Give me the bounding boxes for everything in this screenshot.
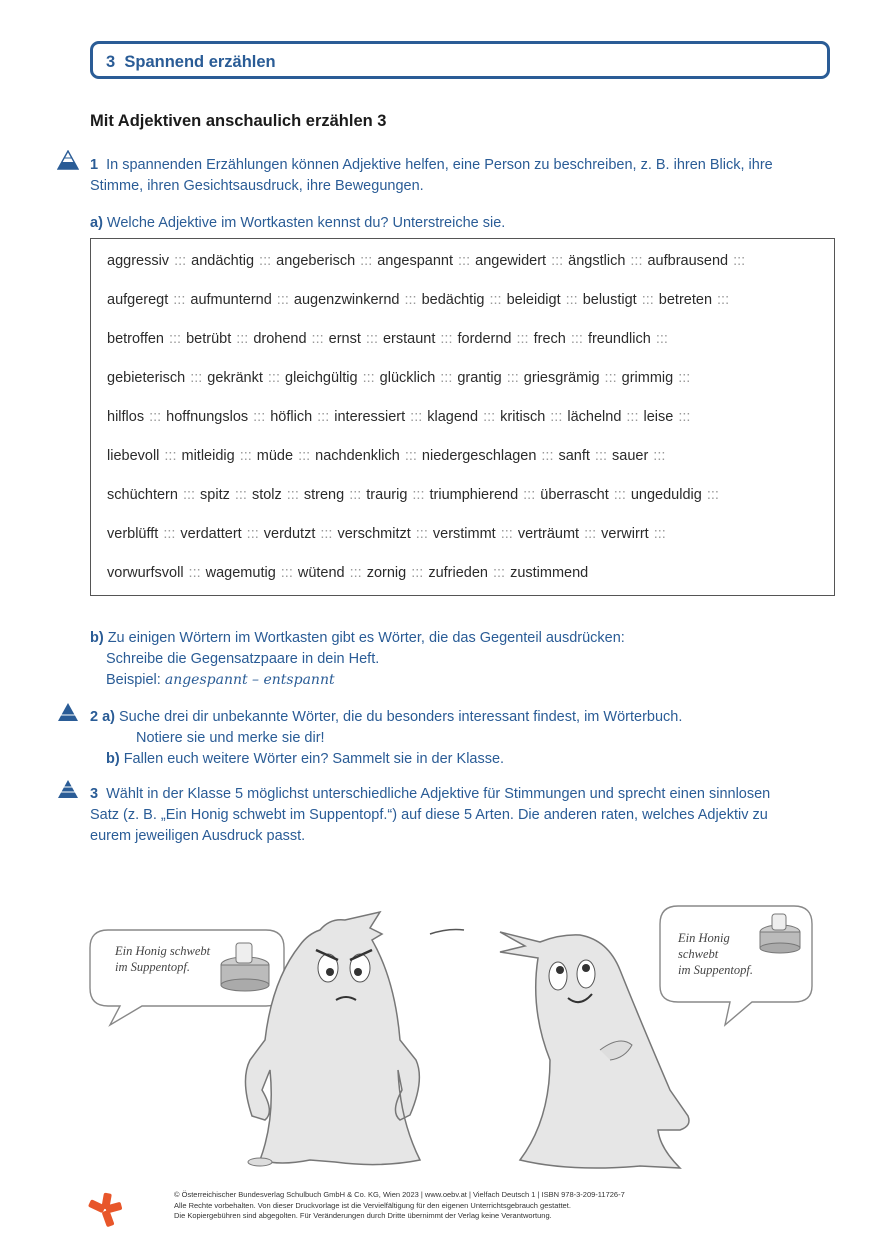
adjective-word: hilflos [107,409,145,425]
word-separator: ::: [678,370,691,386]
adjective-word: hoffnungslos [166,409,249,425]
adjective-word: wütend [297,565,345,581]
task-1b: b) Zu einigen Wörtern im Wortkasten gibt es Wörter, die das Gegenteil ausdrücken: Schreibe die Gegensatzpaare in dein Heft. Beispiel: angespannt – entspannt [90,630,625,688]
word-separator: ::: [246,526,259,542]
adjective-word: ängstlich [568,253,626,269]
adjective-word: augenzwinkernd [293,292,400,308]
word-separator: ::: [492,565,506,581]
task-3: 3 Wählt in der Klasse 5 möglichst unterschiedliche Adjektive für Stimmungen und sprecht einen sinnlosen Satz (z. B. „Ein Honig schwebt im Suppentopf.“) auf diese 5 Arten. Die anderen raten, welches Adjektiv zu eurem jeweiligen Ausdruck passt. [90,786,771,844]
adjective-word: sanft [558,448,590,464]
word-separator: ::: [706,487,719,503]
speech-bubble-left [90,930,284,1025]
word-separator: ::: [523,487,536,503]
word-separator: ::: [458,253,471,269]
adjective-word: verstimmt [432,526,496,542]
adjective-word: aufmunternd [190,292,272,308]
word-separator: ::: [613,487,626,503]
word-separator: ::: [483,409,496,425]
word-separator: ::: [311,331,324,347]
task-1a: a) Welche Adjektive im Wortkasten kennst du? Unterstreiche sie. [90,215,506,231]
word-separator: ::: [655,331,668,347]
word-separator: ::: [500,526,513,542]
word-line [107,253,750,269]
bubble-right-line1: Ein Honig [678,931,730,945]
difficulty-level-3-icon [57,779,79,799]
word-separator: ::: [551,253,564,269]
word-line [107,448,670,464]
adjective-word: drohend [253,331,307,347]
speech-bubble-right [660,906,812,1025]
word-line [107,370,695,386]
adjective-word: aufgeregt [107,292,169,308]
word-separator: ::: [280,565,293,581]
adjective-word: lächelnd [567,409,622,425]
word-separator: ::: [349,565,362,581]
adjective-word: zufrieden [428,565,488,581]
adjective-word: grimmig [621,370,674,386]
word-separator: ::: [630,253,643,269]
adjective-word: betroffen [107,331,164,347]
adjective-word: höflich [270,409,313,425]
task-1-intro: 1 In spannenden Erzählungen können Adjektive helfen, eine Person zu beschreiben, z. B. ihren Blick, ihre Stimme, ihren Gesichtsausdruck, ihre Bewegungen. [90,157,773,194]
adjective-word: angewidert [475,253,547,269]
word-separator: ::: [594,448,608,464]
word-separator: ::: [173,292,186,308]
adjective-word: betreten [658,292,713,308]
adjective-word: verblüfft [107,526,159,542]
adjective-word: verdutzt [263,526,316,542]
adjective-word: verschmitzt [337,526,411,542]
word-separator: ::: [604,370,617,386]
bubble-left-line2: im Suppentopf. [115,960,190,974]
adjective-word: sauer [612,448,649,464]
word-separator: ::: [320,526,333,542]
adjective-word: gleichgültig [285,370,358,386]
adjective-word: triumphierend [429,487,519,503]
word-separator: ::: [565,292,578,308]
adjective-word: gebieterisch [107,370,186,386]
word-line [107,526,671,542]
adjective-word: leise [643,409,674,425]
publisher-logo-icon [86,1191,124,1229]
adjective-word: ernst [328,331,361,347]
adjective-word: kritisch [500,409,546,425]
word-separator: ::: [276,292,289,308]
word-separator: ::: [410,409,423,425]
adjective-word: ungeduldig [630,487,702,503]
adjective-word: wagemutig [205,565,276,581]
word-separator: ::: [239,448,252,464]
word-separator: ::: [516,331,529,347]
difficulty-level-1-icon [57,150,79,170]
difficulty-level-2-icon [57,702,79,722]
illustration [80,890,820,1180]
footer-line-2: Alle Rechte vorbehalten. Von dieser Druckvorlage ist die Vervielfältigung für den eigenen Unterrichtsgebrauch gestattet. [174,1200,571,1210]
word-separator: ::: [733,253,746,269]
word-separator: ::: [259,253,272,269]
adjective-word: verdattert [180,526,242,542]
word-separator: ::: [440,370,453,386]
adjective-word: vorwurfsvoll [107,565,184,581]
word-line [107,487,724,503]
adjective-word: erstaunt [382,331,436,347]
word-separator: ::: [362,370,375,386]
word-separator: ::: [163,526,176,542]
word-box [90,238,835,596]
adjective-word: stolz [251,487,282,503]
adjective-word: streng [303,487,345,503]
adjective-word: bedächtig [421,292,485,308]
word-line [107,565,588,581]
word-separator: ::: [717,292,730,308]
adjective-word: gekränkt [207,370,263,386]
chapter-title: 3 Spannend erzählen [106,53,276,71]
adjective-word: grantig [457,370,502,386]
word-separator: ::: [182,487,196,503]
footer-line-1: © Österreichischer Bundesverlag Schulbuch GmbH & Co. KG, Wien 2023 | www.oebv.at | Vielfach Deutsch 1 | ISBN 978-3-209-11726-7 [174,1190,625,1199]
adjective-word: beleidigt [506,292,561,308]
chapter-header [90,41,830,79]
adjective-word: frech [533,331,566,347]
word-separator: ::: [678,409,691,425]
bubble-left-line1: Ein Honig schwebt [115,944,211,958]
adjective-word: spitz [200,487,230,503]
word-separator: ::: [584,526,597,542]
adjective-word: freundlich [587,331,651,347]
task-2: 2 a) Suche drei dir unbekannte Wörter, die du besonders interessant findest, im Wörterbuch. Notiere sie und merke sie dir! b) Fallen euch weitere Wörter ein? Sammelt sie in der Klasse. [90,709,683,767]
word-separator: ::: [149,409,162,425]
adjective-word: klagend [427,409,479,425]
word-separator: ::: [298,448,311,464]
word-separator: ::: [190,370,203,386]
adjective-word: aggressiv [107,253,170,269]
adjective-word: nachdenklich [315,448,400,464]
word-separator: ::: [188,565,201,581]
word-separator: ::: [415,526,428,542]
adjective-word: angeberisch [276,253,356,269]
word-separator: ::: [404,292,417,308]
adjective-word: belustigt [582,292,637,308]
word-separator: ::: [164,448,177,464]
word-separator: ::: [506,370,519,386]
adjective-word: fordernd [457,331,512,347]
adjective-word: zustimmend [510,565,589,581]
word-separator: ::: [489,292,502,308]
word-separator: ::: [360,253,373,269]
bubble-right-line3: im Suppentopf. [678,963,753,977]
adjective-word: überrascht [540,487,609,503]
word-separator: ::: [626,409,639,425]
footer-line-3: Die Kopiergebühren sind abgegolten. Für Veränderungen durch Dritte übernimmt der Verlag keine Verantwortung. [174,1211,552,1220]
adjective-word: liebevoll [107,448,160,464]
word-separator: ::: [411,565,424,581]
word-separator: ::: [267,370,280,386]
word-separator: ::: [365,331,378,347]
word-separator: ::: [404,448,417,464]
word-line [107,409,695,425]
adjective-word: niedergeschlagen [421,448,537,464]
adjective-word: andächtig [191,253,255,269]
adjective-word: traurig [366,487,408,503]
squiggle-mark [430,930,464,935]
word-separator: ::: [317,409,330,425]
word-line [107,292,734,308]
word-separator: ::: [653,526,666,542]
adjective-word: betrübt [186,331,232,347]
word-separator: ::: [349,487,362,503]
adjective-word: verträumt [517,526,580,542]
word-separator: ::: [174,253,187,269]
adjective-word: glücklich [379,370,436,386]
word-separator: ::: [168,331,182,347]
word-separator: ::: [253,409,266,425]
adjective-word: griesgrämig [523,370,600,386]
word-separator: ::: [286,487,299,503]
adjective-word: angespannt [377,253,454,269]
word-separator: ::: [541,448,554,464]
adjective-word: zornig [366,565,407,581]
footer [174,1190,625,1222]
adjective-word: verwirrt [601,526,649,542]
adjective-word: aufbrausend [647,253,729,269]
word-line [107,331,673,347]
word-separator: ::: [550,409,563,425]
page-title: Mit Adjektiven anschaulich erzählen 3 [90,112,387,130]
adjective-word: interessiert [334,409,406,425]
adjective-word: müde [256,448,294,464]
word-separator: ::: [234,487,247,503]
word-separator: ::: [641,292,654,308]
handwritten-example: angespannt – entspannt [164,672,335,688]
bubble-right-line2: schwebt [678,947,719,961]
adjective-word: mitleidig [181,448,235,464]
word-separator: ::: [412,487,425,503]
word-separator: ::: [653,448,666,464]
adjective-word: schüchtern [107,487,178,503]
word-separator: ::: [570,331,583,347]
word-separator: ::: [440,331,453,347]
word-separator: ::: [236,331,249,347]
